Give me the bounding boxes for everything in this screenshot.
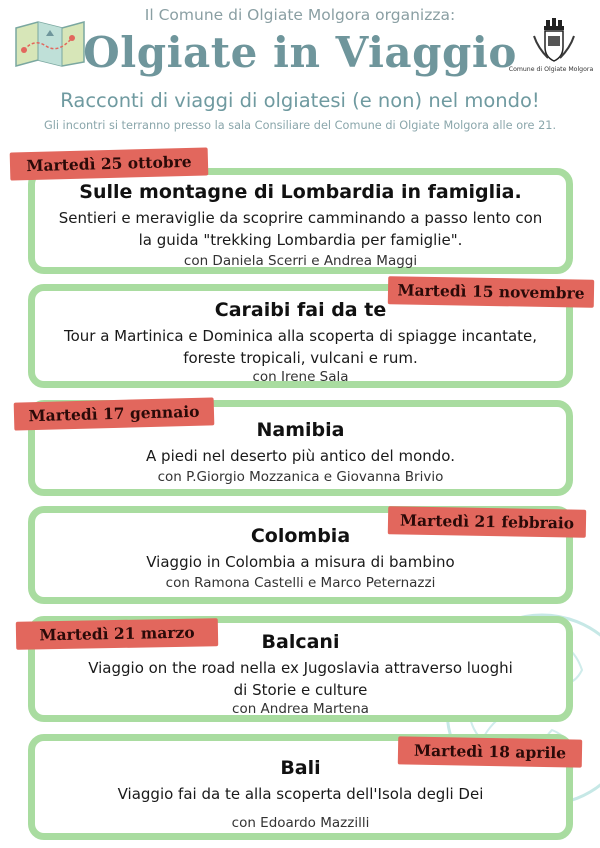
event-title: Balcani xyxy=(261,631,340,653)
event-description-line: Sentieri e meraviglie da scoprire camminando a passo lento con xyxy=(58,209,543,227)
event-date-tag: Martedì 17 gennaio xyxy=(14,397,215,430)
event-description-line: Viaggio fai da te alla scoperta dell'Isola degli Dei xyxy=(117,785,484,803)
event-speakers: con Irene Sala xyxy=(252,369,349,385)
event-card xyxy=(28,168,573,274)
venue-note: Gli incontri si terranno presso la sala Consiliare del Comune di Olgiate Molgora alle ore 21. xyxy=(43,119,557,132)
page-subtitle: Racconti di viaggi di olgiatesi (e non) nel mondo! xyxy=(60,89,540,112)
event-title: Bali xyxy=(280,757,321,779)
crest-caption: Comune di Olgiate Molgora xyxy=(508,66,594,73)
event-description-line: di Storie e culture xyxy=(233,681,368,699)
municipal-crest-icon xyxy=(526,16,582,64)
event-date-tag: Martedì 15 novembre xyxy=(388,276,594,308)
event-title: Namibia xyxy=(256,419,345,441)
event-description-line: Viaggio on the road nella ex Jugoslavia attraverso luoghi xyxy=(88,659,513,677)
page-title: Olgiate in Viaggio xyxy=(83,28,517,77)
event-title: Caraibi fai da te xyxy=(214,299,387,321)
event-description-line: Viaggio in Colombia a misura di bambino xyxy=(146,553,455,571)
event-speakers: con Daniela Scerri e Andrea Maggi xyxy=(183,253,418,269)
event-date-tag: Martedì 21 marzo xyxy=(16,618,218,650)
event-description-line: foreste tropicali, vulcani e rum. xyxy=(183,349,418,367)
event-date-tag: Martedì 25 ottobre xyxy=(10,147,209,180)
event-description-line: la guida "trekking Lombardia per famiglie". xyxy=(138,231,463,249)
event-description-line: Tour a Martinica e Dominica alla scoperta di spiagge incantate, xyxy=(63,327,538,345)
event-speakers: con Ramona Castelli e Marco Peternazzi xyxy=(165,575,436,591)
event-speakers: con P.Giorgio Mozzanica e Giovanna Brivio xyxy=(157,469,444,485)
event-title: Sulle montagne di Lombardia in famiglia. xyxy=(79,181,522,203)
event-title: Colombia xyxy=(250,525,351,547)
event-description-line: A piedi nel deserto più antico del mondo. xyxy=(146,447,455,465)
event-speakers: con Edoardo Mazzilli xyxy=(231,815,370,831)
event-date-tag: Martedì 21 febbraio xyxy=(388,506,586,537)
event-speakers: con Andrea Martena xyxy=(232,701,369,717)
event-date-tag: Martedì 18 aprile xyxy=(398,736,582,767)
organizer-line: Il Comune di Olgiate Molgora organizza: xyxy=(144,6,456,24)
